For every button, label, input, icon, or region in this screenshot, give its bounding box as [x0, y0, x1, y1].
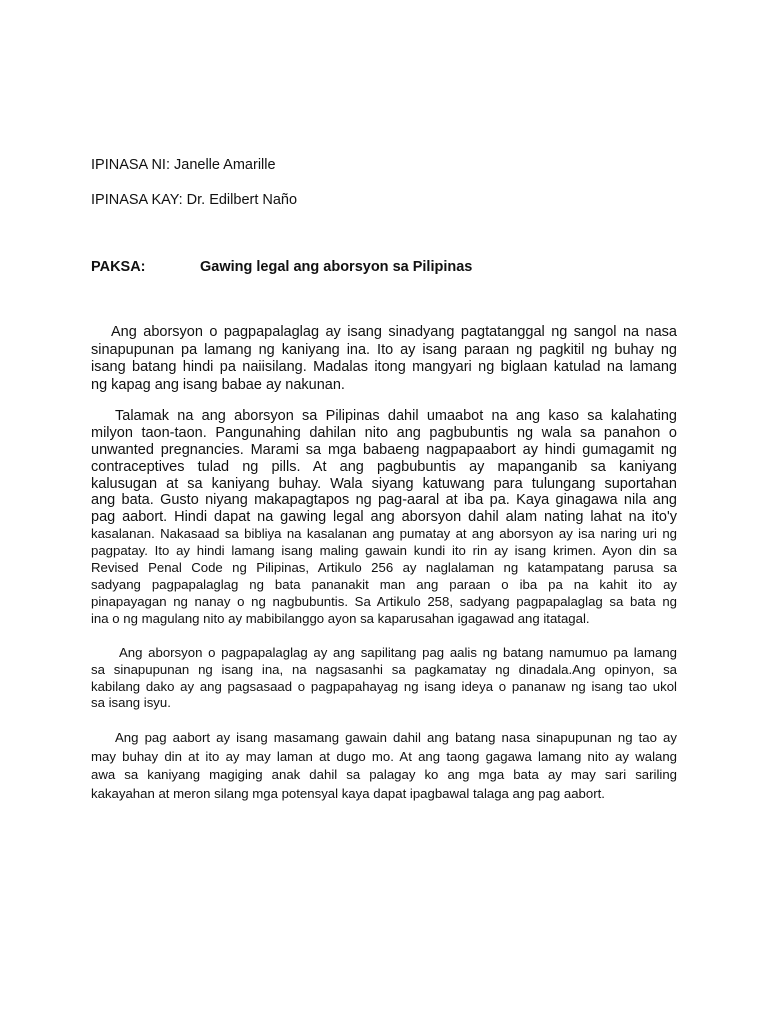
paragraph-line: sa isang isyu. — [91, 695, 171, 711]
paragraph-line: ina o ng magulang nito ay mabibilanggo ayon sa kaparusahan igagawad ang itatagal. — [91, 610, 590, 626]
paragraph-line: Ang aborsyon o pagpapalaglag ay ang sapilitang pag aalis ng batang namumuo pa lamang — [119, 645, 677, 660]
paragraph-line: kalusugan at sa kaniyang buhay. Wala siyang katuwang para tulungang suportahan — [91, 475, 677, 492]
paragraph-line: ang bata. Gusto niyang makapagtapos ng pag-aaral at iba pa. Kaya ginagawa nila ang — [91, 492, 677, 509]
paragraph-line: ng kapag ang isang babae ay nakunan. — [91, 376, 345, 393]
paragraph-line: Ang aborsyon o pagpapalaglag ay isang sinadyang pagtatanggal ng sangol na nasa — [111, 324, 677, 340]
paragraph-line: Revised Penal Code ng Pilipinas, Artikulo 256 ay naglalaman ng katampatang parusa sa — [91, 560, 677, 576]
paragraph-line: unwanted pregnancies. Marami sa mga babaeng nagpapaabort ay hindi gumagamit ng — [91, 441, 677, 458]
paragraph-line: kakayahan at meron silang mga potensyal kaya dapat ipagbawal talaga ang pag aabort. — [91, 785, 605, 801]
paragraph-line: awa sa kaniyang magiging anak dahil sa palagay ko ang mga bata ay may sari sariling — [91, 767, 677, 783]
paragraph-line: sadyang pagpapalaglag ng bata pananakit man ang paraan o iba pa na kahit ito ay — [91, 576, 677, 592]
paragraph-line: pag aabort. Hindi dapat na gawing legal ang aborsyon dahil alam nating lahat na ito'y — [91, 509, 677, 526]
paragraph-1 — [91, 324, 677, 394]
paragraph-line: Ang pag aabort ay isang masamang gawain dahil ang batang nasa sinapupunan ng tao ay — [115, 730, 677, 745]
paragraph-3 — [91, 645, 677, 712]
paragraph-4 — [91, 729, 677, 803]
paragraph-line: pinapayagan ng nanay o ng nagbubuntis. Sa Artikulo 258, sadyang pagpapalaglag sa bata ng — [91, 593, 677, 609]
topic-label: PAKSA: — [91, 259, 146, 275]
paragraph-line: sa sinapupunan ng isang ina, na nagsasanhi sa pagkamatay ng dinadala.Ang opinyon, sa — [91, 661, 677, 677]
paragraph-line: sinapupunan pa lamang ng kaniyang ina. Ito ay isang paraan ng pagkitil ng buhay ng — [91, 341, 677, 358]
paragraph-line: milyon taon-taon. Pangunahing dahilan nito ang pagbubuntis ng wala sa panahon o — [91, 424, 677, 441]
paragraph-line: pagpatay. Ito ay hindi lamang isang maling gawain kundi ito rin ay isang krimen. Ayon din sa — [91, 543, 677, 559]
paragraph-line: Talamak na ang aborsyon sa Pilipinas dahil umaabot na ang kaso sa kalahating — [115, 408, 677, 424]
paragraph-line: may buhay din at ito ay may laman at dugo mo. At ang taong gagawa lamang nito ay walang — [91, 748, 677, 764]
submitted-by: IPINASA NI: Janelle Amarille — [91, 157, 276, 173]
paragraph-line: isang batang hindi pa naiisilang. Madalas itong mangyari ng biglaan katulad na lamang — [91, 359, 677, 376]
submitted-to: IPINASA KAY: Dr. Edilbert Naño — [91, 192, 298, 208]
paragraph-line: kasalanan. Nakasaad sa bibliya na kasalanan ang pumatay at ang aborsyon ay isa naring uri ng — [91, 526, 677, 542]
paragraph-2 — [91, 408, 677, 628]
topic-title: Gawing legal ang aborsyon sa Pilipinas — [200, 259, 473, 275]
paragraph-line: contraceptives tulad ng pills. At ang pagbubuntis ay mapanganib sa kaniyang — [91, 458, 677, 475]
paragraph-line: kabilang dako ay ang pagsasaad o pagpapahayag ng isang ideya o pananaw ng isang tao ukol — [91, 678, 677, 694]
